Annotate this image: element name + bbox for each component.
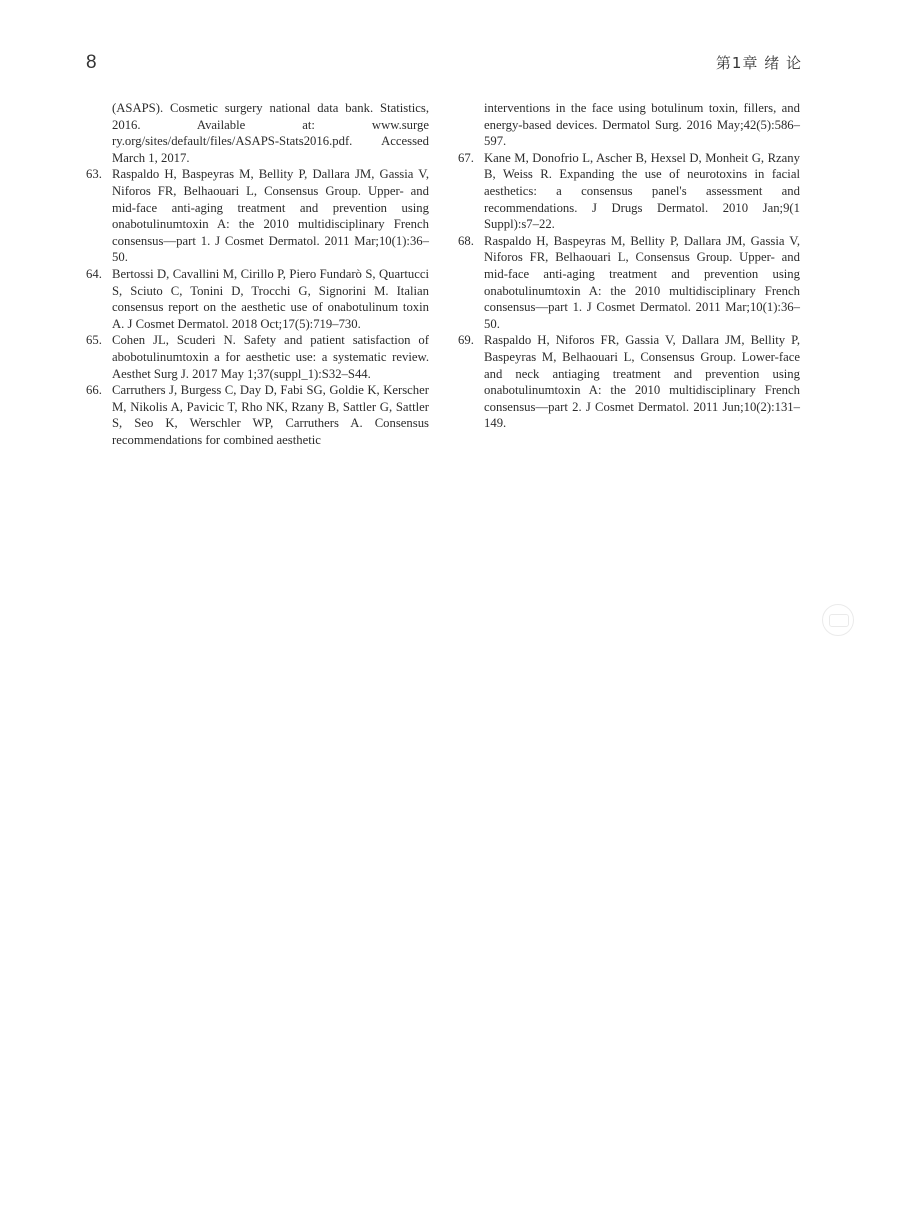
reference-text: Bertossi D, Cavallini M, Cirillo P, Piero Fundarò S, Quartucci S, Sciuto C, Tonini D, Trocchi G, Signorini M. Italian consensus report on the aesthetic use of onabotulinum toxin A. J Cosmet Dermatol. 2018 Oct;17(5):719–730. bbox=[112, 266, 429, 331]
reference-number: 67. bbox=[458, 150, 474, 165]
reference-text: Raspaldo H, Niforos FR, Gassia V, Dallara JM, Bellity P, Baspeyras M, Belhaouari L, Consensus Group. Lower-face and neck antiaging treatment and prevention using onabotulinumtoxin A: the 2010 multidisciplinary French consensus—part 2. J Cosmet Dermatol. 2011 Jun;10(2):131–149. bbox=[484, 333, 800, 431]
reference-text: Raspaldo H, Baspeyras M, Bellity P, Dallara JM, Gassia V, Niforos FR, Belhaouari L, Consensus Group. Upper- and mid-face anti-aging treatment and prevention using onabotulinumtoxin A: the 2010 multidisciplinary French consensus—part 1. J Cosmet Dermatol. 2011 Mar;10(1):36–50. bbox=[112, 167, 429, 265]
reference-column-right bbox=[458, 100, 800, 432]
reference-continuation: (ASAPS). Cosmetic surgery national data bank. Statistics, 2016. Available at: www.surge ry.org/sites/default/files/ASAPS-Stats2016.pdf. Accessed March 1, 2017. bbox=[112, 101, 429, 165]
reference-item bbox=[86, 266, 429, 332]
reference-item bbox=[86, 332, 429, 382]
reference-number: 64. bbox=[86, 266, 102, 281]
reference-text: Cohen JL, Scuderi N. Safety and patient satisfaction of abobotulinumtoxin a for aesthetic use: a systematic review. Aesthet Surg J. 2017 May 1;37(suppl_1):S32–S44. bbox=[112, 333, 429, 381]
page-number: 8 bbox=[86, 52, 97, 73]
reference-item bbox=[86, 166, 429, 266]
watermark-logo bbox=[822, 604, 854, 636]
reference-number: 63. bbox=[86, 167, 102, 182]
reference-text: Kane M, Donofrio L, Ascher B, Hexsel D, Monheit G, Rzany B, Weiss R. Expanding the use of neurotoxins in facial aesthetics: a consensus panel's assessment and recommendations. J Drugs Dermatol. 2010 Jan;9(1 Suppl):s7–22. bbox=[484, 150, 800, 232]
reference-item bbox=[86, 382, 429, 448]
reference-item bbox=[458, 233, 800, 333]
chapter-title: 第1章 绪 论 bbox=[715, 54, 802, 72]
reference-text: Raspaldo H, Baspeyras M, Bellity P, Dallara JM, Gassia V, Niforos FR, Belhaouari L, Consensus Group. Upper- and mid-face anti-aging treatment and prevention using onabotulinumtoxin A: the 2010 multidisciplinary French consensus—part 1. J Cosmet Dermatol. 2011 Mar;10(1):36–50. bbox=[484, 233, 800, 331]
reference-number: 68. bbox=[458, 233, 474, 248]
reference-number: 65. bbox=[86, 333, 102, 348]
reference-column-left bbox=[86, 100, 429, 448]
reference-item bbox=[458, 332, 800, 432]
reference-number: 66. bbox=[86, 383, 102, 398]
reference-number: 69. bbox=[458, 333, 474, 348]
reference-item bbox=[458, 150, 800, 233]
reference-text: Carruthers J, Burgess C, Day D, Fabi SG, Goldie K, Kerscher M, Nikolis A, Pavicic T, Rho NK, Rzany B, Sattler G, Sattler S, Seo K, Werschler WP, Carruthers A. Consensus recommendations for combined aesthetic bbox=[112, 383, 429, 447]
reference-continuation: interventions in the face using botulinum toxin, fillers, and energy-based devices. Dermatol Surg. 2016 May;42(5):586–597. bbox=[484, 101, 800, 149]
